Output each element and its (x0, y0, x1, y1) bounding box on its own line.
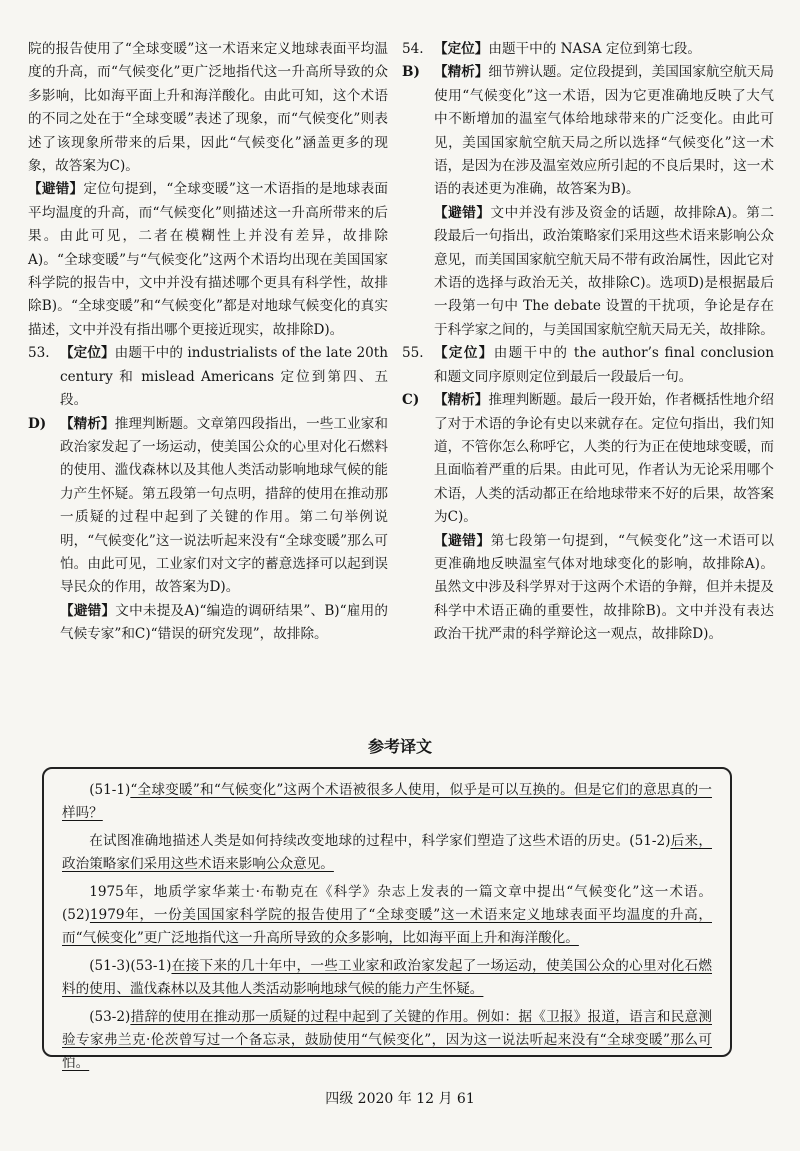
answer-letter: B) (402, 64, 420, 81)
underlined-text: 1979年，一份美国国家科学院的报告使用了“全球变暖”这一术语来定义地球表面平均温度的升高，而“气候变化”更广泛地指代这一升高所导致的众多影响，比如海平面上升和海洋酸化。 (62, 907, 712, 947)
avoid-errors-text: 文中未提及A)“编造的调研结果”、B)“雇用的气候专家”和C)“错误的研究发现”，故排除。 (60, 602, 389, 643)
translation-paragraph-5 (62, 1006, 712, 1076)
plain-text: 1975年，地质学家华莱士·布勒克在《科学》杂志上发表的一篇文章中提出“气候变化”这一术语。 (89, 883, 712, 900)
question-53-analysis (28, 413, 388, 600)
question-number: 53. (28, 345, 50, 362)
right-column (402, 38, 774, 647)
question-number: 55. (402, 345, 424, 362)
question-54-avoid-errors (402, 202, 774, 342)
translation-paragraph-1 (62, 779, 712, 826)
analysis-tag: 【精析】 (434, 392, 489, 409)
avoid-errors-tag: 【避错】 (434, 204, 491, 221)
avoid-errors-tag: 【避错】 (28, 181, 84, 198)
analysis-text: 推理判断题。最后一段开始，作者概括性地介绍了对于术语的争论有史以来就存在。定位句指出，我们知道，不管你怎么称呼它，人类的行为正在使地球变暖，而且面临着严重的后果。由此可见，作者认为无论采用哪个术语，人类的活动都正在给地球带来不好的后果，故答案为C)。 (434, 392, 775, 526)
question-55-locate (402, 342, 774, 389)
underlined-text: 在接下来的几十年中，一些工业家和政治家发起了一场运动，使美国公众的心里对化石燃料的使用、滥伐森林以及其他人类活动影响地球气候的能力产生怀疑。 (62, 957, 712, 998)
question-55-analysis (402, 389, 774, 529)
question-54-locate (402, 38, 774, 61)
locate-text: 由题干中的 NASA 定位到第七段。 (488, 41, 701, 57)
underlined-text: 措辞的使用在推动那一质疑的过程中起到了关键的作用。例如：据《卫报》报道，语言和民意测验专家弗兰克·伦茨曾写过一个备忘录，鼓励使用“气候变化”，因为这一说法听起来没有“全球变暖”那么可怕。 (62, 1008, 712, 1072)
page-footer: 四级 2020 年 12 月 61 (325, 1091, 475, 1107)
paragraph-marker: (51-3)(53-1) (89, 957, 172, 974)
paragraph-52-analysis-continued: 院的报告使用了“全球变暖”这一术语来定义地球表面平均温度的升高，而“气候变化”更广泛地指代这一升高所导致的众多影响，比如海平面上升和海洋酸化。由此可知，这个术语的不同之处在于“全球变暖”表述了现象，而“气候变化”则表述了该现象所带来的后果，因此“气候变化”涵盖更多的现象，故答案为C)。 (28, 41, 388, 175)
analysis-tag: 【精析】 (434, 64, 489, 81)
question-53-locate (28, 342, 388, 412)
left-column (28, 38, 388, 647)
locate-tag: 【定位】 (434, 41, 489, 57)
analysis-tag: 【精析】 (60, 415, 115, 432)
analysis-text: 推理判断题。文章第四段指出，一些工业家和政治家发起了一场运动，使美国公众的心里对化石燃料的使用、滥伐森林以及其他人类活动影响地球气候的能力产生怀疑。第五段第一句点明，措辞的使用在推动那一质疑的过程中起到了关键的作用。第二句举例说明，“气候变化”这一说法听起来没有“全球变暖”那么可怕。由此可见，工业家们对文字的蓄意选择可以起到误导民众的作用，故答案为D)。 (60, 415, 389, 596)
paragraph-marker: (53-2) (89, 1008, 131, 1025)
plain-text: 在试图准确地描述人类是如何持续改变地球的过程中，科学家们塑造了这些术语的历史。(51-2) (89, 832, 671, 849)
translation-paragraph-4 (62, 955, 712, 1002)
avoid-errors-tag: 【避错】 (60, 602, 116, 619)
underlined-text: 后来，政治策略家们采用这些术语来影响公众意见。 (62, 832, 712, 873)
paragraph-52-avoid-errors (28, 178, 388, 342)
locate-tag: 【定位】 (434, 345, 494, 362)
avoid-errors-tag: 【避错】 (434, 532, 491, 549)
locate-text: 由题干中的 industrialists of the late 20th century 和 mislead Americans 定位到第四、五段。 (60, 345, 388, 409)
answer-letter: D) (28, 415, 47, 432)
paragraph-marker: (52) (62, 907, 90, 924)
question-53-avoid-errors (28, 600, 388, 647)
avoid-errors-text: 第七段第一句提到，“气候变化”这一术语可以更准确地反映温室气体对地球变化的影响，故排除A)。虽然文中涉及科学界对于这两个术语的争辩，但并未提及科学中术语正确的重要性，故排除B)。文中并没有表达政治干扰严肃的科学辩论这一观点，故排除D)。 (434, 532, 775, 643)
section-title: 参考译文 (367, 737, 432, 756)
avoid-errors-text: 文中并没有涉及资金的话题，故排除A)。第二段最后一句指出，政治策略家们采用这些术语来影响公众意见，而美国国家航空航天局不带有政治属性，因此它对术语的选择与政治无关，故排除C)。选项D)是根据最后一段第一句中 The debate 设置的干扰项，争论是存在于科学家之间的，与美国国家航空航天局无关，故排除。 (434, 204, 774, 338)
locate-tag: 【定位】 (60, 345, 115, 362)
question-number: 54. (402, 41, 424, 57)
paragraph-marker: (51-1) (89, 782, 131, 798)
translation-paragraph-2 (62, 830, 712, 877)
answer-letter: C) (402, 392, 420, 409)
locate-text: 由题干中的 the author’s final conclusion 和题文同序原则定位到最后一段最后一句。 (434, 345, 774, 385)
translation-box (42, 767, 732, 1072)
analysis-text: 细节辨认题。定位段提到，美国国家航空航天局使用“气候变化”这一术语，因为它更准确地反映了大气中不断增加的温室气体给地球带来的广泛变化。由此可见，美国国家航空航天局之所以选择“气候变化”这一术语，是因为在涉及温室效应所引起的不良后果时，这一术语的表述更为准确，故答案为B)。 (434, 64, 775, 198)
avoid-errors-text: 定位句提到，“全球变暖”这一术语指的是地球表面平均温度的升高，而“气候变化”则描述这一升高所带来的后果。由此可见，二者在模糊性上并没有差异，故排除A)。“全球变暖”与“气候变化”这两个术语均出现在美国国家科学院的报告中，文中并没有描述哪个更具有科学性，故排除B)。“全球变暖”和“气候变化”都是对地球气候变化的真实描述，文中并没有指出哪个更接近现实，故排除D)。 (28, 181, 388, 338)
underlined-text: “全球变暖”和“气候变化”这两个术语被很多人使用，似乎是可以互换的。但是它们的意思真的一样吗？ (62, 782, 712, 822)
question-54-analysis (402, 61, 774, 201)
translation-paragraph-3 (62, 881, 712, 951)
question-55-avoid-errors (402, 530, 774, 647)
